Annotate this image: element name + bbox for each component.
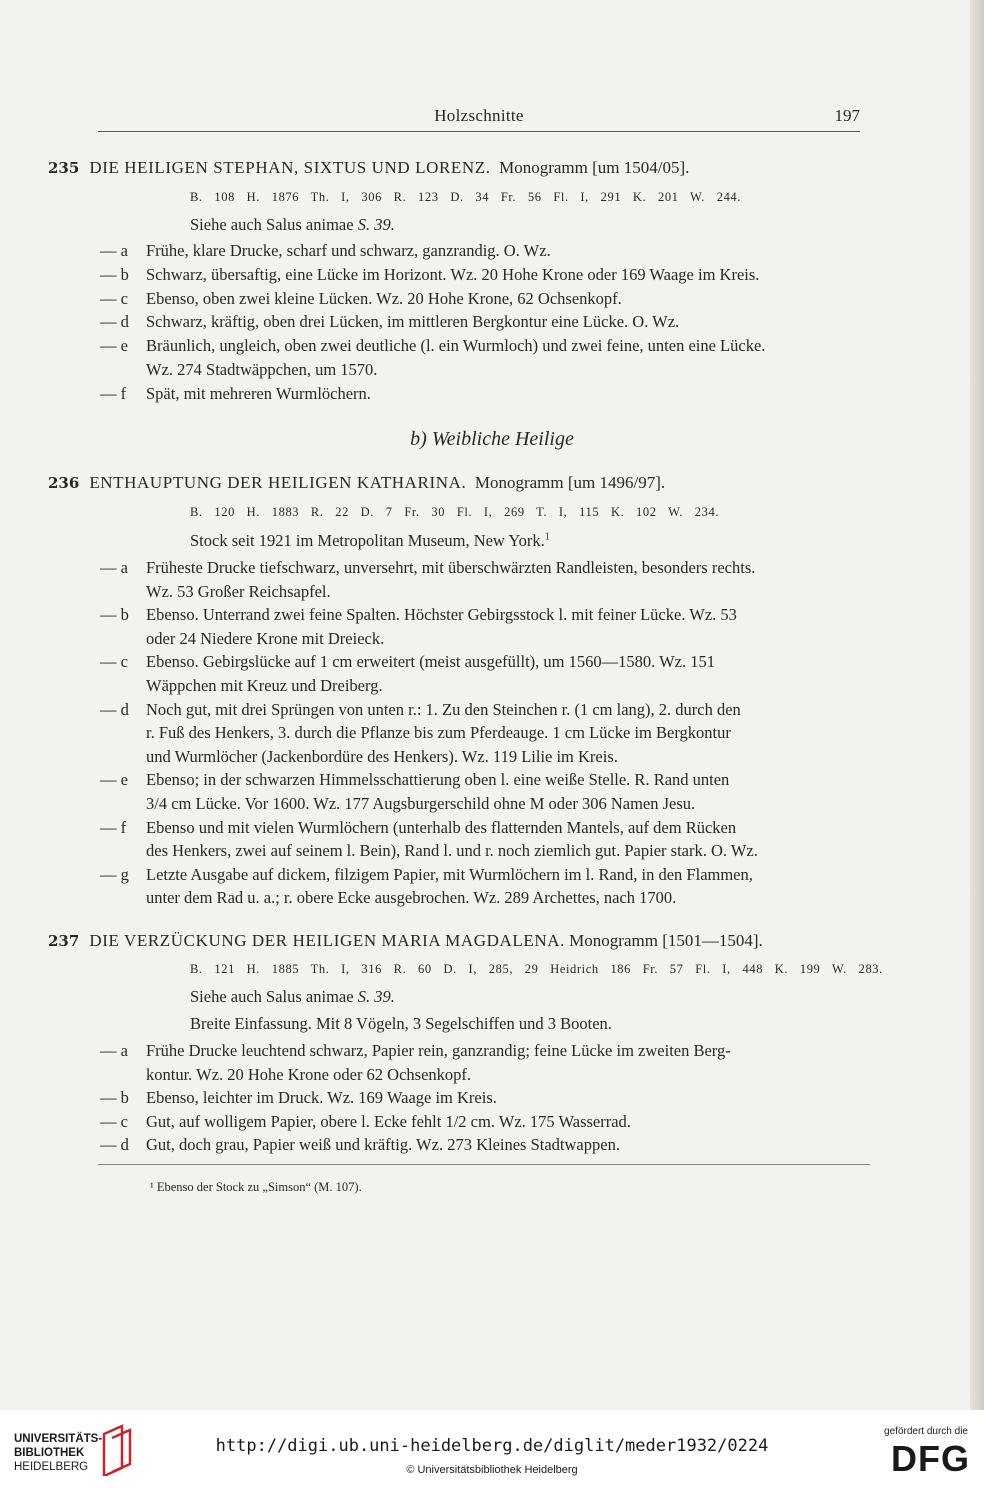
state-label: — c — [100, 1111, 128, 1131]
state-text: Ebenso; in der schwarzen Himmelsschattierung oben l. eine weiße Stelle. R. Rand unten — [146, 770, 730, 790]
state-text: Gut, doch grau, Papier weiß und kräftig. Wz. 273 Kleines Stadtwappen. — [146, 1135, 620, 1154]
state-line — [100, 651, 715, 673]
permalink-url[interactable]: http://digi.ub.uni-heidelberg.de/diglit/meder1932/0224 — [215, 1436, 769, 1456]
state-label: — a — [100, 1041, 128, 1060]
entry-237-see-also — [190, 986, 395, 1008]
see-also-text: Siehe auch Salus animae — [190, 987, 358, 1006]
entry-237-heading — [48, 930, 763, 952]
state-label: — c — [100, 288, 128, 308]
university-name-line: BIBLIOTHEK — [14, 1447, 85, 1459]
state-text: oder 24 Niedere Krone mit Dreieck. — [146, 628, 385, 648]
entry-title: DIE VERZÜCKUNG DER HEILIGEN MARIA MAGDALENA. — [89, 931, 565, 950]
state-text: Gut, auf wolligem Papier, obere l. Ecke fehlt 1/2 cm. Wz. 175 Wasserrad. — [146, 1111, 631, 1131]
state-label: — g — [100, 864, 129, 884]
state-line — [100, 359, 377, 381]
state-line — [100, 793, 695, 815]
state-text: Wz. 53 Großer Reichsapfel. — [146, 581, 331, 601]
section-title: b) Weibliche Heilige — [410, 428, 574, 450]
entry-title: ENTHAUPTUNG DER HEILIGEN KATHARINA. — [89, 473, 467, 492]
entry-title: DIE HEILIGEN STEPHAN, SIXTUS UND LORENZ. — [89, 158, 491, 177]
state-line — [100, 1040, 731, 1062]
state-text: Früheste Drucke tiefschwarz, unversehrt, mit überschwärzten Randleisten, besonders rechts. — [146, 558, 756, 577]
state-text: Ebenso, oben zwei kleine Lücken. Wz. 20 Hohe Krone, 62 Ochsenkopf. — [146, 288, 622, 308]
entry-235-see-also — [190, 214, 395, 236]
state-line — [100, 675, 383, 697]
state-label: — a — [100, 558, 128, 577]
state-text: Bräunlich, ungleich, oben zwei deutliche (l. ein Wurmloch) und zwei feine, unten eine Lücke. — [146, 336, 766, 356]
state-line — [100, 817, 736, 839]
state-line — [100, 335, 765, 357]
funding-label: gefördert durch die — [884, 1426, 968, 1437]
state-label: — e — [100, 336, 128, 356]
state-label: — d — [100, 699, 129, 719]
university-name-line: HEIDELBERG — [14, 1461, 89, 1473]
state-line — [100, 264, 759, 286]
entry-236-heading — [48, 472, 665, 494]
state-text: des Henkers, zwei auf seinem l. Bein), Rand l. und r. noch ziemlich gut. Papier stark. O. Wz. — [146, 841, 758, 861]
state-text: Ebenso. Unterrand zwei feine Spalten. Höchster Gebirgsstock l. mit feiner Lücke. Wz. 53 — [146, 605, 737, 625]
state-text: Letzte Ausgabe auf dickem, filzigem Papier, mit Wurmlöchern im l. Rand, in den Flammen, — [146, 864, 753, 884]
state-label: — e — [100, 770, 128, 790]
state-label: — f — [100, 383, 127, 403]
state-text: Ebenso. Gebirgslücke auf 1 cm erweitert (meist ausgefüllt), um 1560—1580. Wz. 151 — [146, 652, 715, 672]
state-text: unter dem Rad u. a.; r. obere Ecke ausgebrochen. Wz. 289 Archettes, nach 1700. — [146, 888, 677, 908]
state-text: Wäppchen mit Kreuz und Dreiberg. — [146, 676, 383, 695]
entry-236-note — [190, 530, 550, 552]
see-also-ref: S. 39. — [357, 987, 395, 1006]
state-label: — f — [100, 817, 127, 837]
entry-235-heading — [48, 157, 689, 179]
state-text: kontur. Wz. 20 Hohe Krone oder 62 Ochsenkopf. — [146, 1064, 472, 1084]
state-text: Schwarz, übersaftig, eine Lücke im Horizont. Wz. 20 Hohe Krone oder 169 Waage im Kreis. — [146, 264, 760, 284]
state-line — [100, 887, 676, 909]
entry-235-references: B. 108 H. 1876 Th. I, 306 R. 123 D. 34 Fr. 56 Fl. I, 291 K. 201 W. 244. — [190, 190, 741, 204]
page-edge — [970, 0, 984, 1410]
state-line — [100, 628, 384, 650]
state-line — [100, 604, 737, 626]
entry-monogram: Monogramm [um 1496/97]. — [474, 473, 666, 492]
see-also-text: Siehe auch Salus animae — [190, 215, 358, 234]
state-text: Ebenso, leichter im Druck. Wz. 169 Waage im Kreis. — [146, 1088, 497, 1107]
state-line — [100, 1134, 620, 1156]
state-text: Schwarz, kräftig, oben drei Lücken, im mittleren Bergkontur eine Lücke. O. Wz. — [146, 312, 680, 332]
state-line — [100, 311, 679, 333]
entry-237-note: Breite Einfassung. Mit 8 Vögeln, 3 Segelschiffen und 3 Booten. — [190, 1014, 612, 1033]
running-head-title: Holzschnitte — [434, 106, 524, 125]
state-label: — a — [100, 241, 128, 260]
see-also-ref: S. 39. — [357, 215, 395, 234]
copyright-notice: © Universitätsbibliothek Heidelberg — [406, 1464, 578, 1476]
state-text: Frühe Drucke leuchtend schwarz, Papier rein, ganzrandig; feine Lücke im zweiten Berg- — [146, 1041, 731, 1060]
viewer-footer — [0, 1410, 984, 1489]
entry-237-references: B. 121 H. 1885 Th. I, 316 R. 60 D. I, 285, 29 Heidrich 186 Fr. 57 Fl. I, 448 K. 199 W. 283. — [190, 962, 883, 976]
header-rule — [98, 131, 860, 132]
entry-number: 236 — [48, 474, 80, 492]
state-label: — d — [100, 1135, 129, 1154]
state-line — [100, 1064, 471, 1086]
entry-monogram: Monogramm [1501—1504]. — [569, 931, 763, 950]
note-text: Stock seit 1921 im Metropolitan Museum, New York. — [190, 531, 545, 550]
state-label: — b — [100, 605, 129, 625]
state-label: — b — [100, 264, 129, 284]
state-text: Wz. 274 Stadtwäppchen, um 1570. — [146, 360, 378, 379]
state-text: Spät, mit mehreren Wurmlöchern. — [146, 383, 371, 403]
state-line — [100, 864, 753, 886]
state-text: Ebenso und mit vielen Wurmlöchern (unterhalb des flatternden Mantels, auf dem Rücken — [146, 817, 737, 837]
footnote-rule — [98, 1164, 870, 1165]
running-head — [98, 106, 860, 130]
state-text: Frühe, klare Drucke, scharf und schwarz, ganzrandig. O. Wz. — [146, 241, 551, 260]
entry-monogram: Monogramm [um 1504/05]. — [499, 158, 690, 177]
state-label: — c — [100, 652, 128, 672]
entry-number: 237 — [48, 932, 80, 950]
state-line — [100, 383, 371, 405]
footnote: ¹ Ebenso der Stock zu „Simson“ (M. 107). — [150, 1180, 362, 1194]
dfg-logo: DFG — [891, 1438, 970, 1479]
state-line — [100, 769, 729, 791]
entry-236-references: B. 120 H. 1883 R. 22 D. 7 Fr. 30 Fl. I, 269 T. I, 115 K. 102 W. 234. — [190, 505, 720, 519]
state-line — [100, 557, 755, 579]
state-line — [100, 288, 622, 310]
state-line — [100, 1087, 497, 1109]
state-line — [100, 1111, 631, 1133]
university-name-line: UNIVERSITÄTS- — [14, 1433, 103, 1445]
state-line — [100, 840, 758, 862]
entry-number: 235 — [48, 159, 80, 177]
state-line — [100, 699, 741, 721]
state-line — [100, 240, 551, 262]
page-number: 197 — [834, 106, 860, 125]
state-text: und Wurmlöcher (Jackenbordüre des Henkers). Wz. 119 Lilie im Kreis. — [146, 746, 618, 766]
state-line — [100, 746, 618, 768]
state-label: — b — [100, 1088, 129, 1107]
state-text: 3/4 cm Lücke. Vor 1600. Wz. 177 Augsburgerschild ohne M oder 306 Namen Jesu. — [146, 794, 696, 813]
state-line — [100, 722, 731, 744]
state-line — [100, 581, 331, 603]
state-text: Noch gut, mit drei Sprüngen von unten r.: 1. Zu den Steinchen r. (1 cm lang), 2. durch den — [146, 699, 741, 719]
footnote-marker: 1 — [544, 531, 550, 543]
state-label: — d — [100, 312, 129, 332]
state-text: r. Fuß des Henkers, 3. durch die Pflanze bis zum Pferdeauge. 1 cm Lücke im Bergkontur — [146, 723, 731, 743]
